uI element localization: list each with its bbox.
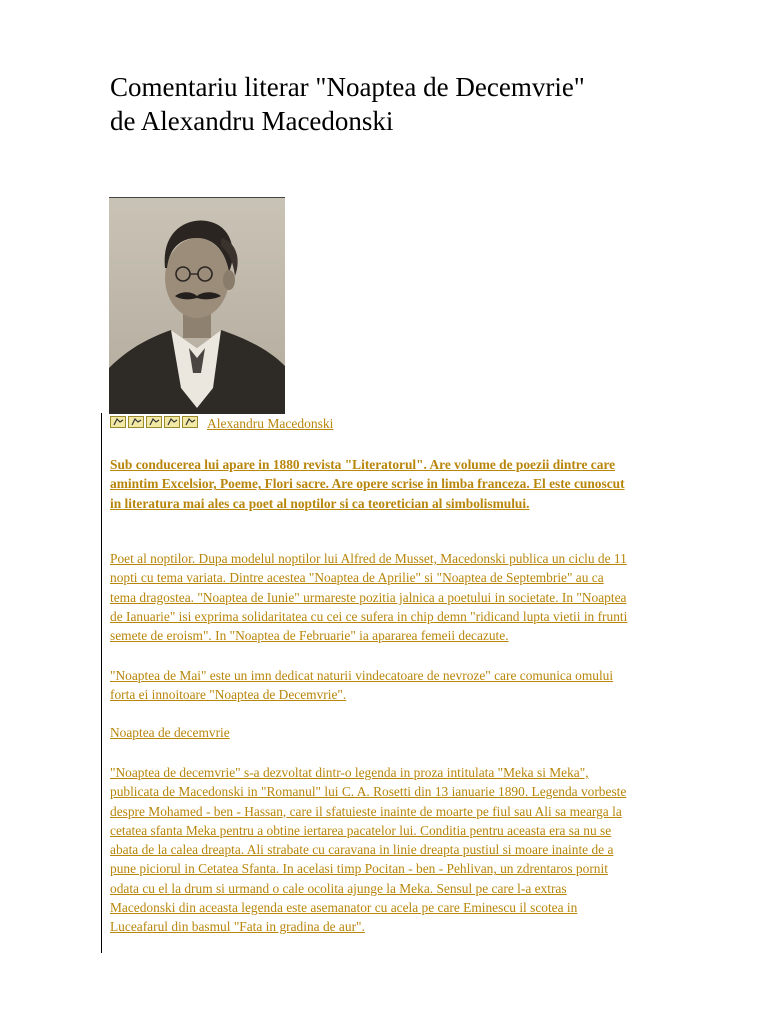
legend-paragraph-link[interactable]: "Noaptea de decemvrie" s-a dezvoltat dintr-o legenda in proza intitulata "Meka si Meka", publicata de Macedonski in "Romanul" lui C. A. Rosetti din 13 ianuarie 1890. Legenda vorbeste despre Mohamed - ben - Hassan, care il sfatuieste inainte de moarte pe fiul sau Ali sa mearga la cetatea sfanta Meka pentru a obtine iertarea pacatelor lui. Conditia pentru aceasta era sa nu se abata de la calea dreapta. Ali strabate cu caravana in linie dreapta pustiul si moare inainte de a pune piciorul in Cetatea Sfanta. In acelasi timp Pocitan - ben - Pehlivan, un zdrentaros pornit odata cu el la drum si urmand o cale ocolita ajunge la Meka. Sensul pe care l-a extras Macedonski din aceasta legenda este asemanator cu acela pe care Eminescu il scotea in Luceafarul din basmul "Fata in gradina de aur".: [110, 765, 627, 935]
nights-paragraph-link[interactable]: Poet al noptilor. Dupa modelul noptilor lui Alfred de Musset, Macedonski publica un ciclu de 11 nopti cu tema variata. Dintre acestea "Noaptea de Aprilie" si "Noaptea de Septembrie" au ca tema dragostea. "Noaptea de Iunie" urmareste pozitia jalnica a poetului in societate. In "Noaptea de Ianuarie" isi exprima solidaritatea cu cei ce sufera in chip demn "ridicand lupta vietii in frunti semete de eroism". In "Noaptea de Februarie" ia apararea femeii decazute.: [110, 551, 628, 644]
toolbar-icons: [110, 416, 198, 429]
left-border-line: [101, 413, 102, 953]
hand-pointer-icon[interactable]: [128, 416, 144, 428]
hand-pointer-icon[interactable]: [182, 416, 198, 428]
section-heading-link[interactable]: Noaptea de decemvrie: [110, 725, 230, 740]
portrait-photo-icon: [109, 197, 285, 414]
page-title: Comentariu literar "Noaptea de Decemvrie" de Alexandru Macedonski: [110, 72, 585, 136]
intro-paragraph-link[interactable]: Sub conducerea lui apare in 1880 revista "Literatorul". Are volume de poezii dintre care amintim Excelsior, Poeme, Flori sacre. Are opere scrise in limba franceza. El este cunoscut in literatura mai ales ca poet al noptilor si ca teoretician al simbolismului.: [110, 457, 625, 511]
caption-link[interactable]: Alexandru Macedonski: [207, 416, 334, 431]
may-night-paragraph-link[interactable]: "Noaptea de Mai" este un imn dedicat naturii vindecatoare de nevroze" care comunica omului forta ei innoitoare "Noaptea de Decemvrie".: [110, 668, 614, 703]
hand-pointer-icon[interactable]: [164, 416, 180, 428]
hand-pointer-icon[interactable]: [146, 416, 162, 428]
hand-pointer-icon[interactable]: [110, 416, 126, 428]
